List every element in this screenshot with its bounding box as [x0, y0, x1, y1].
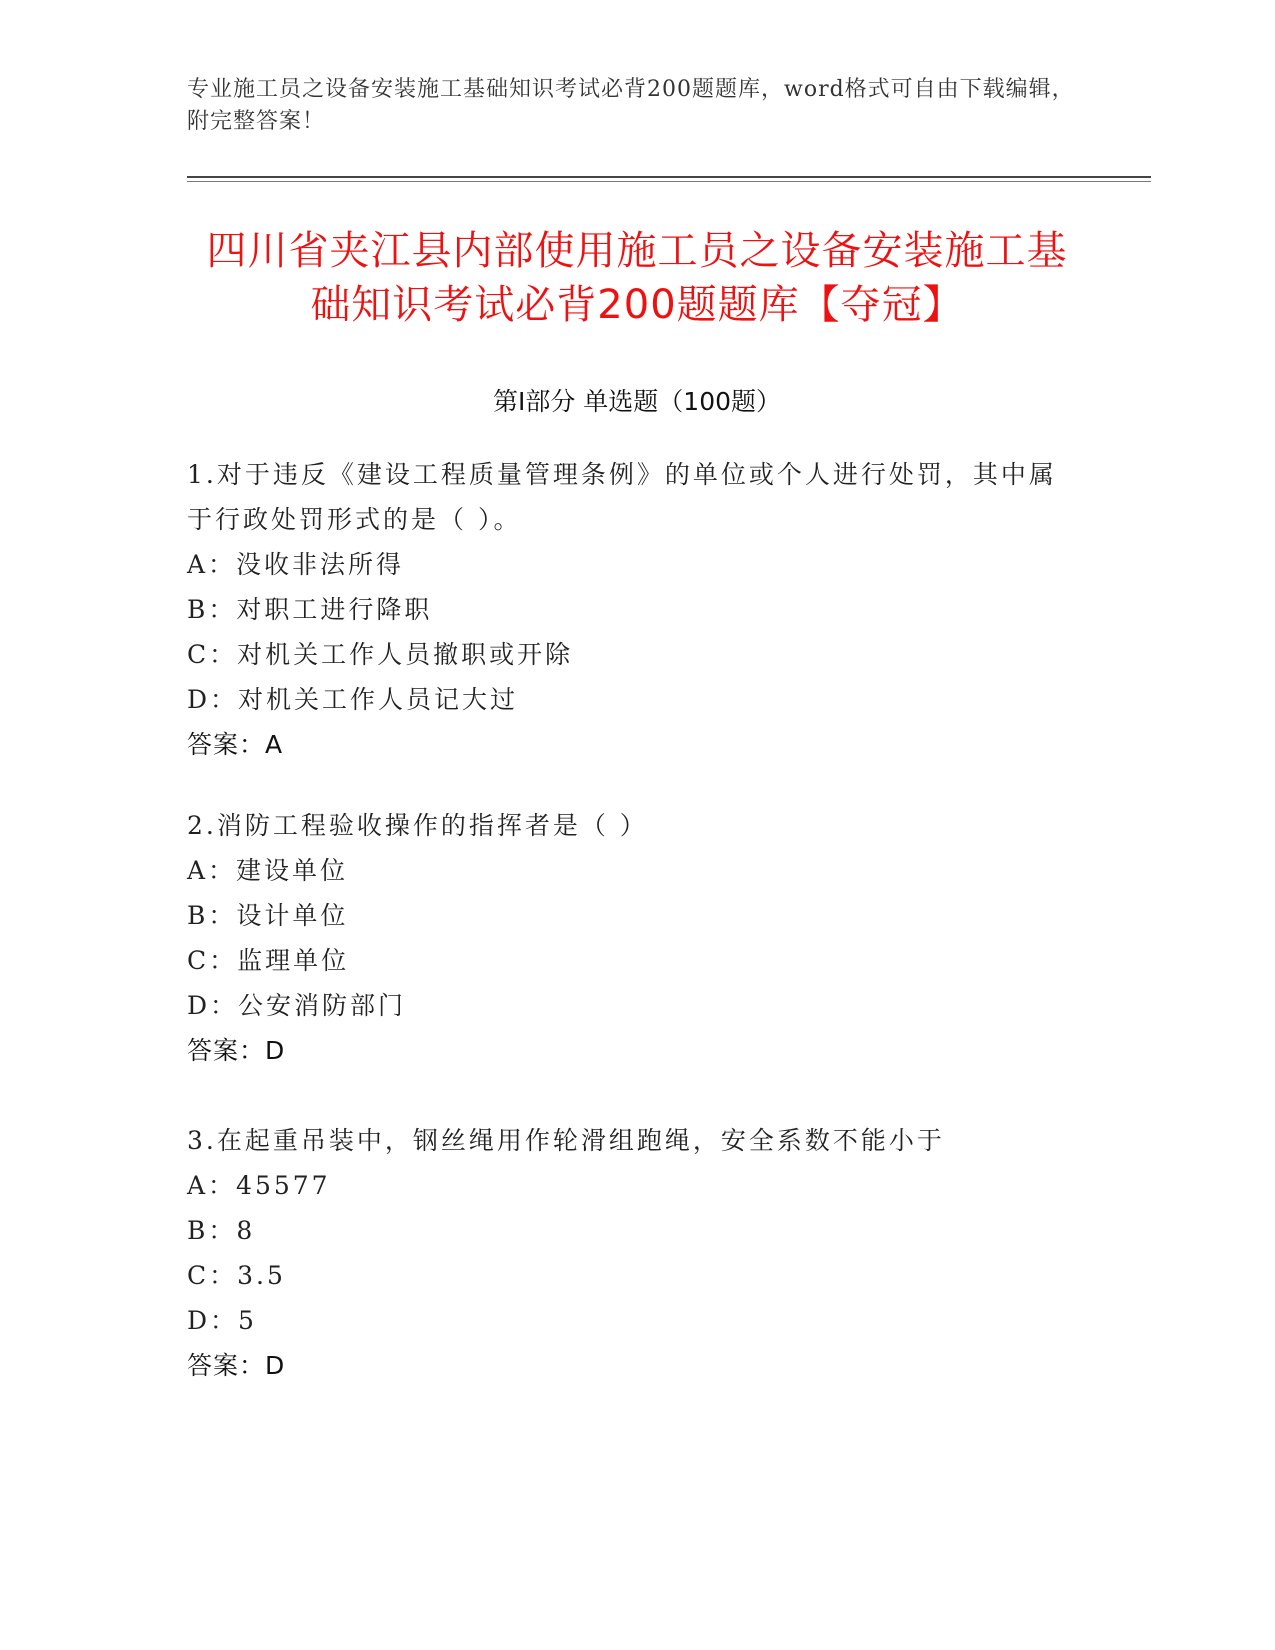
option-d: D：公安消防部门 [187, 991, 407, 1020]
option-c: C：3.5 [187, 1261, 286, 1290]
section-heading: 第Ⅰ部分 单选题（100题） [492, 387, 782, 416]
header-divider-thin [187, 181, 1151, 182]
answer: 答案：D [187, 1351, 286, 1380]
option-a: A：建设单位 [187, 856, 349, 885]
option-a: A：没收非法所得 [187, 550, 405, 579]
option-b: B：设计单位 [187, 901, 349, 930]
option-a: A：45577 [187, 1171, 331, 1200]
option-b: B：对职工进行降职 [187, 595, 433, 624]
question-stem: 3.在起重吊装中，钢丝绳用作轮滑组跑绳，安全系数不能小于 [187, 1126, 945, 1155]
question-stem: 1.对于违反《建设工程质量管理条例》的单位或个人进行处罚，其中属于行政处罚形式的是（ ）。 [187, 460, 1057, 534]
answer: 答案：A [187, 730, 284, 759]
answer: 答案：D [187, 1036, 286, 1065]
question-1 [187, 452, 1067, 767]
question-stem: 2.消防工程验收操作的指挥者是（ ） [187, 811, 648, 840]
option-d: D：5 [187, 1306, 257, 1335]
option-b: B：8 [187, 1216, 256, 1245]
header-note: 专业施工员之设备安装施工基础知识考试必背200题题库，word格式可自由下载编辑，附完整答案！ [187, 77, 1075, 134]
question-2 [187, 803, 1067, 1073]
option-d: D：对机关工作人员记大过 [187, 685, 519, 714]
option-c: C：监理单位 [187, 946, 350, 975]
question-3 [187, 1118, 1067, 1388]
header-divider-thick [187, 176, 1151, 178]
option-c: C：对机关工作人员撤职或开除 [187, 640, 574, 669]
document-title: 四川省夹江县内部使用施工员之设备安装施工基础知识考试必背200题题库【夺冠】 [206, 228, 1068, 328]
